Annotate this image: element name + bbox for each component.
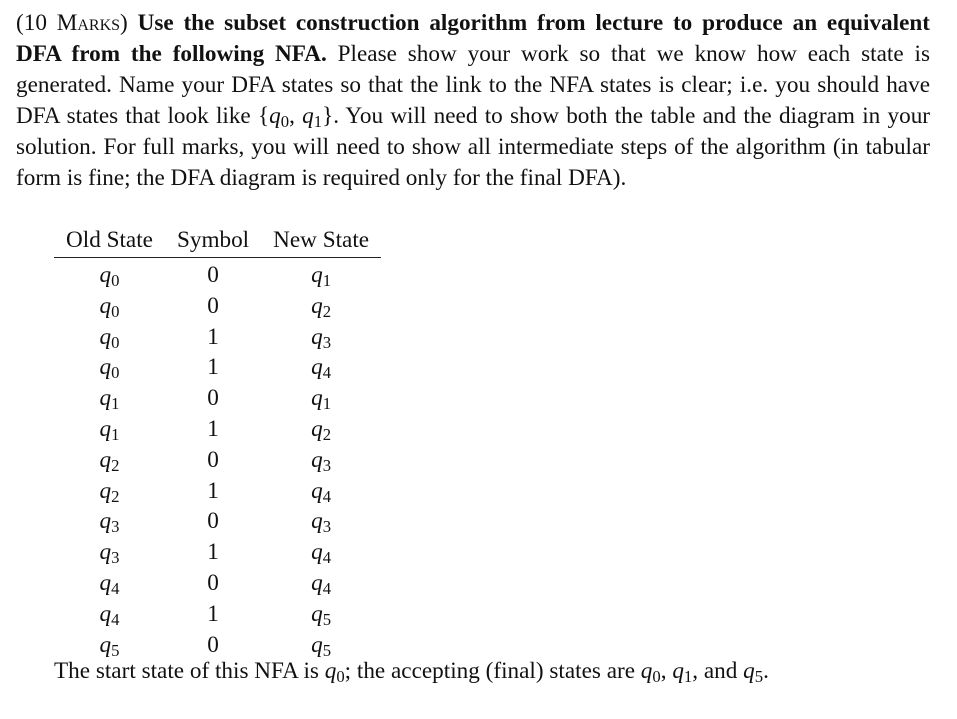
table-row bbox=[54, 414, 381, 445]
new-state-cell: $q_2$ bbox=[311, 415, 332, 445]
old-state-cell: $q_1$ bbox=[99, 385, 120, 414]
new-state-cell: $q_3$ bbox=[311, 323, 332, 352]
header-old-state: Old State bbox=[54, 224, 165, 258]
old-state-cell: $q_2$ bbox=[99, 446, 120, 475]
symbol-cell: 0 bbox=[207, 508, 219, 535]
new-state-cell: $q_4$ bbox=[311, 539, 332, 568]
table-row bbox=[54, 568, 381, 599]
old-state-cell: $q_4$ bbox=[99, 569, 120, 599]
old-state-cell: $q_2$ bbox=[99, 477, 120, 506]
new-state-cell: $q_2$ bbox=[311, 292, 332, 321]
symbol-cell: 1 bbox=[207, 323, 219, 350]
old-state-cell: $q_0$ bbox=[99, 292, 120, 321]
marks-open: (10 bbox=[16, 10, 57, 36]
question-body-1: Please show your work so that we know how each state is generated. Name your DFA states so that the link to the NFA states is clear; i.e. you should have DFA states that look like bbox=[16, 41, 930, 129]
old-state-cell: $q_0$ bbox=[99, 354, 120, 383]
new-state-cell: $q_3$ bbox=[311, 446, 332, 475]
symbol-cell: 1 bbox=[207, 415, 219, 442]
old-state-cell: $q_4$ bbox=[99, 600, 120, 629]
symbol-cell: 0 bbox=[207, 262, 219, 288]
new-state-cell: $q_1$ bbox=[311, 262, 332, 291]
symbol-cell: 1 bbox=[207, 354, 219, 381]
table-row bbox=[54, 383, 381, 414]
symbol-cell: 0 bbox=[207, 631, 219, 658]
table-row bbox=[54, 476, 381, 507]
table-header-row bbox=[54, 224, 381, 258]
old-state-cell: $q_1$ bbox=[99, 415, 120, 445]
symbol-cell: 0 bbox=[207, 569, 219, 596]
footer-sentence: The start state of this NFA is $q_0$; the accepting (final) states are $q_0$, $q_1$, and $q_5$. bbox=[54, 658, 769, 687]
marks-label: Marks bbox=[56, 10, 121, 36]
transition-table bbox=[54, 224, 381, 660]
example-state: {$q_0$, $q_1$} bbox=[258, 103, 334, 132]
symbol-cell: 0 bbox=[207, 385, 219, 412]
symbol-cell: 1 bbox=[207, 477, 219, 504]
new-state-cell: $q_5$ bbox=[311, 600, 332, 629]
old-state-cell: $q_5$ bbox=[99, 631, 120, 660]
header-symbol: Symbol bbox=[165, 224, 261, 258]
accepting-state-2: $q_1$ bbox=[672, 658, 693, 687]
table-row bbox=[54, 537, 381, 568]
table-row bbox=[54, 258, 381, 291]
question-body-2: . You will need to show both the table and the diagram in your solution. For full marks, you will need to show all intermediate steps of the algorithm (in tabular form is fine; the DFA diagram is required only for the final DFA). bbox=[16, 103, 931, 191]
new-state-cell: $q_1$ bbox=[311, 385, 332, 414]
table-row bbox=[54, 445, 381, 476]
table-row bbox=[54, 506, 381, 537]
old-state-cell: $q_0$ bbox=[99, 262, 120, 291]
accepting-state-1: $q_0$ bbox=[640, 658, 661, 687]
bold-instruction: Use the subset construction algorithm from lecture to produce an equivalent DFA from the following NFA. bbox=[16, 10, 930, 67]
table-row bbox=[54, 599, 381, 630]
new-state-cell: $q_5$ bbox=[311, 631, 332, 660]
old-state-cell: $q_3$ bbox=[99, 508, 120, 537]
marks-close: ) bbox=[120, 10, 128, 36]
table-body bbox=[54, 258, 381, 661]
symbol-cell: 1 bbox=[207, 539, 219, 566]
start-state: $q_0$ bbox=[324, 658, 345, 687]
question-paragraph bbox=[16, 8, 930, 194]
symbol-cell: 0 bbox=[207, 292, 219, 319]
table-row bbox=[54, 322, 381, 353]
symbol-cell: 1 bbox=[207, 600, 219, 627]
new-state-cell: $q_4$ bbox=[311, 354, 332, 383]
new-state-cell: $q_3$ bbox=[311, 508, 332, 537]
symbol-cell: 0 bbox=[207, 446, 219, 473]
table-row bbox=[54, 352, 381, 383]
old-state-cell: $q_3$ bbox=[99, 539, 120, 568]
table-row bbox=[54, 291, 381, 322]
new-state-cell: $q_4$ bbox=[311, 477, 332, 506]
header-new-state: New State bbox=[261, 224, 381, 258]
accepting-state-3: $q_5$ bbox=[743, 658, 764, 687]
new-state-cell: $q_4$ bbox=[311, 569, 332, 599]
old-state-cell: $q_0$ bbox=[99, 323, 120, 352]
